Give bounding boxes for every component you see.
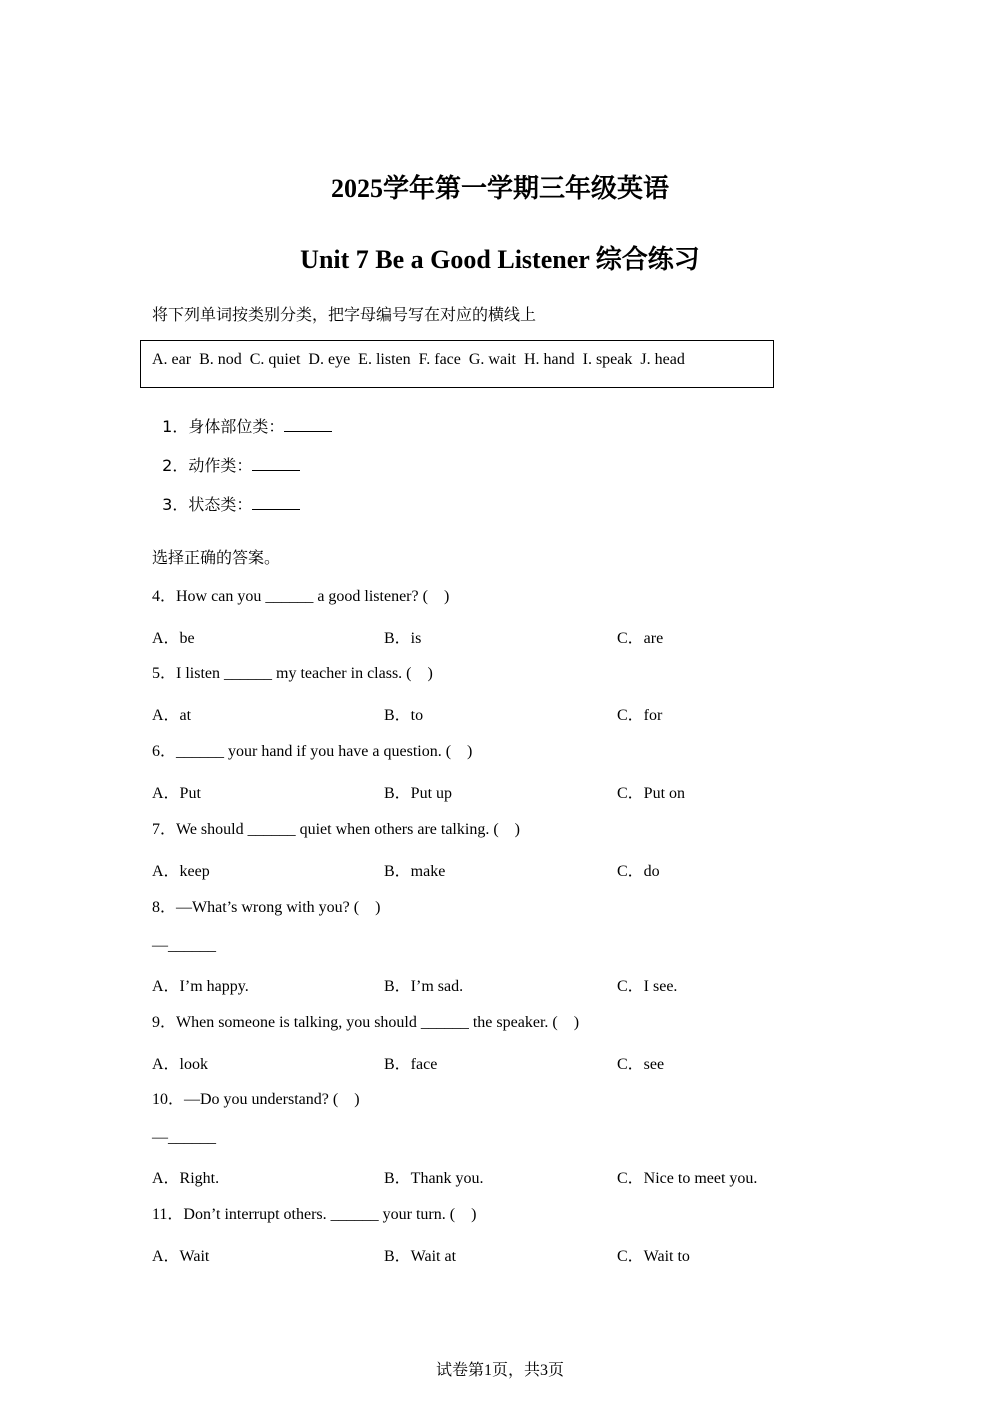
option-a[interactable]: A．be xyxy=(152,630,195,647)
option-b[interactable]: B．face xyxy=(384,1056,438,1073)
option-b[interactable]: B．is xyxy=(384,630,422,647)
option-a[interactable]: A．at xyxy=(152,707,192,724)
category-item xyxy=(152,472,300,516)
option-a[interactable]: A．Wait xyxy=(152,1248,210,1265)
question-stem: 7．We should ______ quiet when others are talking. ( ) xyxy=(152,821,520,838)
option-b[interactable]: B．I’m sad. xyxy=(384,978,464,995)
question-stem: 5．I listen ______ my teacher in class. ( ) xyxy=(152,665,433,682)
answer-blank[interactable] xyxy=(284,417,332,432)
option-b[interactable]: B．make xyxy=(384,863,446,880)
question-stem: 11．Don’t interrupt others. ______ your turn. ( ) xyxy=(152,1206,477,1223)
question-stem: 8．—What’s wrong with you? ( ) xyxy=(152,899,381,916)
question-stem: 9．When someone is talking, you should ______ the speaker. ( ) xyxy=(152,1014,580,1031)
option-a[interactable]: A．Put xyxy=(152,785,201,802)
option-c[interactable]: C．see xyxy=(617,1056,665,1073)
answer-blank[interactable] xyxy=(252,456,300,471)
category-label: 2．动作类： xyxy=(162,456,253,475)
option-b[interactable]: B．to xyxy=(384,707,424,724)
question-stem: 10．—Do you understand? ( ) xyxy=(152,1091,360,1108)
page-footer: 试卷第1页，共3页 xyxy=(435,1362,564,1379)
option-c[interactable]: C．I see. xyxy=(617,978,678,995)
option-a[interactable]: A．keep xyxy=(152,863,210,880)
option-c[interactable]: C．for xyxy=(617,707,663,724)
option-c[interactable]: C．do xyxy=(617,863,660,880)
dialogue-reply: —______ xyxy=(152,1129,216,1146)
option-b[interactable]: B．Put up xyxy=(384,785,453,802)
word-bank-text: A. ear B. nod C. quiet D. eye E. listen F. face G. wait H. hand I. speak J. head xyxy=(152,351,685,368)
answer-blank[interactable] xyxy=(252,495,300,510)
word-bank-box xyxy=(140,340,774,388)
section2-instruction: 选择正确的答案。 xyxy=(152,548,281,567)
question-stem: 6．______ your hand if you have a question. ( ) xyxy=(152,743,473,760)
option-a[interactable]: A．I’m happy. xyxy=(152,978,249,995)
option-c[interactable]: C．are xyxy=(617,630,664,647)
option-b[interactable]: B．Wait at xyxy=(384,1248,457,1265)
section1-instruction: 将下列单词按类别分类，把字母编号写在对应的横线上 xyxy=(152,305,537,324)
option-a[interactable]: A．look xyxy=(152,1056,209,1073)
category-label: 1．身体部位类： xyxy=(162,417,285,436)
option-c[interactable]: C．Nice to meet you. xyxy=(617,1170,758,1187)
option-b[interactable]: B．Thank you. xyxy=(384,1170,484,1187)
category-label: 3．状态类： xyxy=(162,495,253,514)
option-a[interactable]: A．Right. xyxy=(152,1170,220,1187)
dialogue-reply: —______ xyxy=(152,937,216,954)
question-stem: 4．How can you ______ a good listener? ( ) xyxy=(152,588,450,605)
category-item xyxy=(152,433,300,477)
document-subtitle: Unit 7 Be a Good Listener 综合练习 xyxy=(300,245,700,274)
document-title: 2025学年第一学期三年级英语 xyxy=(330,174,669,203)
category-item xyxy=(152,394,332,438)
option-c[interactable]: C．Wait to xyxy=(617,1248,690,1265)
option-c[interactable]: C．Put on xyxy=(617,785,686,802)
